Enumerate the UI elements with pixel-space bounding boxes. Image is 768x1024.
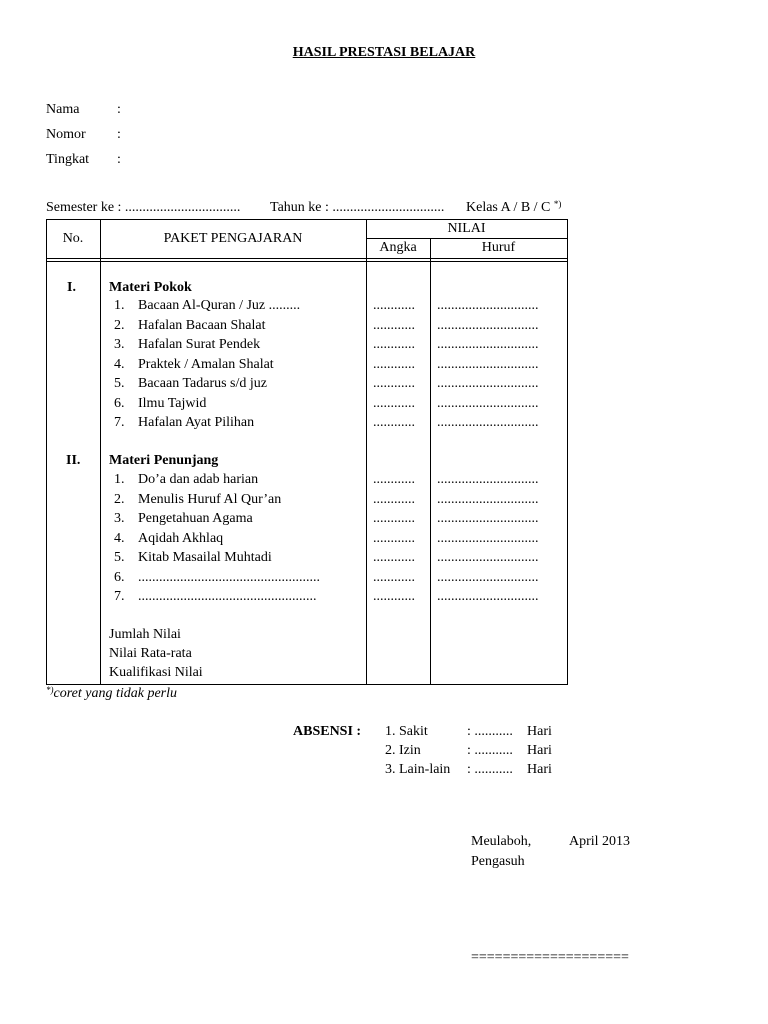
section2-item-angka: ............ (373, 530, 415, 546)
section1-item-angka: ............ (373, 356, 415, 372)
section2-item-huruf: ............................. (437, 550, 539, 565)
section2-item-label: Menulis Huruf Al Qur’an (138, 491, 282, 507)
signature-date: April 2013 (569, 834, 631, 849)
footnote-mark: *) (46, 685, 54, 695)
label-nomor: Nomor (46, 127, 86, 142)
colon-nama: : (117, 102, 121, 117)
section1-item-huruf: ............................. (437, 317, 539, 333)
section1-item-number: 4. (114, 356, 125, 372)
section1-item-number: 3. (114, 337, 125, 352)
section1-item-huruf: ............................. (437, 356, 539, 372)
section1-item-number: 6. (114, 395, 125, 411)
page-title: HASIL PRESTASI BELAJAR (292, 45, 476, 60)
header-huruf: Huruf (481, 240, 516, 255)
footnote (46, 686, 177, 702)
section1-item-label: Hafalan Bacaan Shalat (138, 317, 266, 333)
section2-item-huruf: ............................. (437, 589, 539, 604)
section1-item-huruf: ............................. (437, 415, 539, 430)
header-bottom-border (46, 258, 568, 259)
section1-item-angka: ............ (373, 337, 415, 352)
section2-item-angka: ............ (373, 511, 415, 526)
absensi-lain-lain-value: : ........... (467, 762, 513, 777)
colon-nomor: : (117, 127, 121, 142)
section2-item-huruf: ............................. (437, 530, 539, 546)
signature-line: ==================== (471, 950, 629, 965)
tahun-field: Tahun ke : ................................ (270, 200, 445, 215)
section1-item-number: 5. (114, 376, 125, 391)
section2-item-number: 3. (114, 511, 125, 526)
section2-item-label: ................................................... (138, 589, 317, 604)
section2-item-label: .................................................... (138, 569, 320, 585)
header-paket: PAKET PENGAJARAN (163, 231, 303, 246)
section1-item-label: Praktek / Amalan Shalat (138, 356, 274, 372)
semester-field: Semester ke : ................................. (46, 200, 241, 215)
section2-item-angka: ............ (373, 491, 415, 507)
label-nama: Nama (46, 102, 80, 117)
kelas-text: Kelas A / B / C (466, 200, 551, 215)
absensi-lain-lain-unit: Hari (527, 762, 552, 777)
section2-item-huruf: ............................. (437, 472, 539, 487)
absensi-izin-value: : ........... (467, 743, 513, 758)
section1-number: I. (67, 280, 76, 295)
section2-item-huruf: ............................. (437, 569, 539, 585)
section2-item-angka: ............ (373, 472, 415, 487)
section1-item-label: Hafalan Ayat Pilihan (138, 415, 255, 430)
header-angka: Angka (379, 240, 417, 255)
section2-item-label: Aqidah Akhlaq (138, 530, 224, 546)
paket-column-divider (366, 219, 367, 685)
absensi-lain-lain: 3. Lain-lain (385, 762, 451, 777)
section2-title: Materi Penunjang (109, 453, 219, 468)
section1-item-label: Bacaan Tadarus s/d juz (138, 376, 267, 391)
absensi-sakit: 1. Sakit (385, 724, 428, 739)
section1-item-label: Hafalan Surat Pendek (138, 337, 261, 352)
section1-item-angka: ............ (373, 317, 415, 333)
section2-item-number: 7. (114, 589, 125, 604)
total-kualifikasi-nilai: Kualifikasi Nilai (109, 665, 203, 680)
section2-item-huruf: ............................. (437, 491, 539, 507)
section2-item-number: 4. (114, 530, 125, 546)
absensi-izin-unit: Hari (527, 743, 552, 758)
header-nilai: NILAI (447, 221, 486, 236)
section1-title: Materi Pokok (109, 280, 192, 295)
section2-item-number: 5. (114, 550, 125, 565)
section1-item-huruf: ............................. (437, 337, 539, 352)
signature-role: Pengasuh (471, 854, 525, 869)
total-jumlah-nilai: Jumlah Nilai (109, 627, 181, 642)
no-column-divider-body (100, 261, 101, 685)
section1-item-huruf: ............................. (437, 298, 539, 313)
footnote-text: coret yang tidak perlu (53, 686, 178, 701)
table-left-border (46, 219, 47, 685)
section2-item-label: Pengetahuan Agama (138, 511, 253, 526)
section2-item-label: Do’a dan adab harian (138, 472, 259, 487)
table-right-border (567, 219, 568, 685)
section1-item-angka: ............ (373, 376, 415, 391)
nilai-divider (366, 238, 568, 239)
section2-item-angka: ............ (373, 589, 415, 604)
section1-item-number: 2. (114, 317, 125, 333)
section2-number: II. (66, 453, 81, 468)
absensi-izin: 2. Izin (385, 743, 421, 758)
section2-item-label: Kitab Masailal Muhtadi (138, 550, 272, 565)
section2-item-huruf: ............................. (437, 511, 539, 526)
section1-item-huruf: ............................. (437, 395, 539, 411)
angka-column-divider (430, 238, 431, 685)
total-nilai-rata-rata: Nilai Rata-rata (109, 646, 192, 661)
section2-item-angka: ............ (373, 550, 415, 565)
header-bottom-border-2 (46, 261, 568, 262)
label-tingkat: Tingkat (46, 152, 90, 167)
section1-item-label: Ilmu Tajwid (138, 395, 207, 411)
absensi-sakit-unit: Hari (527, 724, 552, 739)
header-no: No. (62, 231, 84, 246)
section1-item-number: 7. (114, 415, 125, 430)
kelas-footnote-mark: *) (553, 199, 562, 209)
section1-item-number: 1. (114, 298, 125, 313)
section1-item-label: Bacaan Al-Quran / Juz ......... (138, 298, 301, 313)
signature-place: Meulaboh, (471, 834, 532, 849)
section2-item-number: 1. (114, 472, 125, 487)
section1-item-angka: ............ (373, 415, 415, 430)
section2-item-number: 2. (114, 491, 125, 507)
table-top-border (46, 219, 568, 220)
section1-item-angka: ............ (373, 298, 415, 313)
section2-item-number: 6. (114, 569, 125, 585)
kelas-field (466, 200, 561, 216)
absensi-sakit-value: : ........... (467, 724, 513, 739)
section1-item-angka: ............ (373, 395, 415, 411)
colon-tingkat: : (117, 152, 121, 167)
section1-item-huruf: ............................. (437, 376, 539, 391)
absensi-label: ABSENSI : (293, 724, 362, 739)
section2-item-angka: ............ (373, 569, 415, 585)
table-bottom-border (46, 684, 568, 685)
